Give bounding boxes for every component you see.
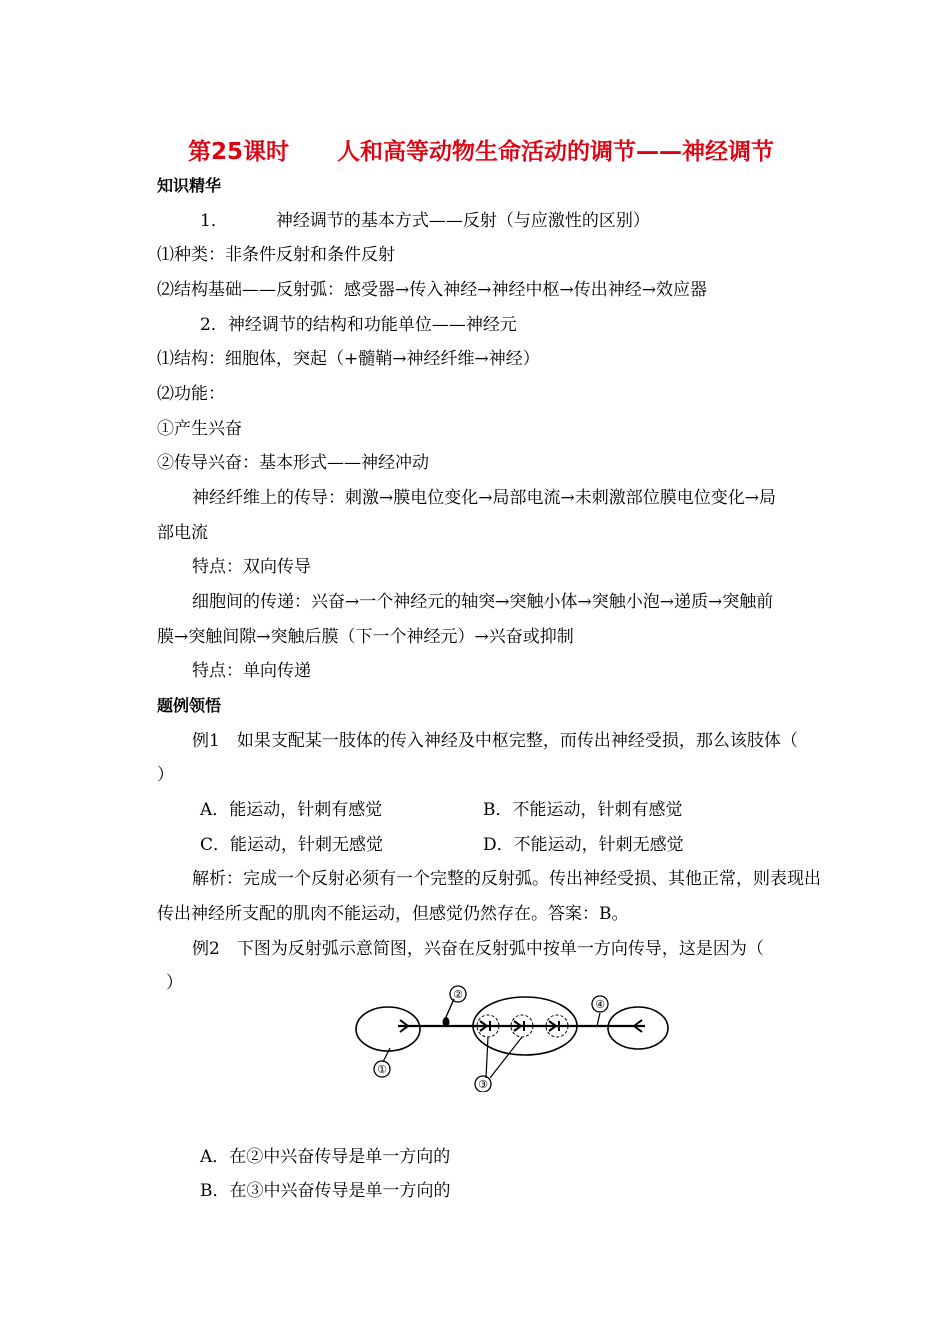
example-2-question-line-1: 例2 下图为反射弧示意简图，兴奋在反射弧中按单一方向传导，这是因为（ bbox=[192, 939, 764, 959]
item-text: 神经调节的基本方式——反射（与应激性的区别） bbox=[275, 211, 650, 231]
example-1-analysis-line-2: 传出神经所支配的肌肉不能运动，但感觉仍然存在。答案：B。 bbox=[157, 904, 629, 924]
knowledge-item-1-types: ⑴种类：非条件反射和条件反射 bbox=[157, 245, 395, 265]
cell-body bbox=[443, 1017, 450, 1027]
lesson-topic: 人和高等动物生命活动的调节——神经调节 bbox=[337, 139, 775, 165]
example-2-question-line-2: ） bbox=[166, 973, 183, 993]
label-2: ② bbox=[453, 988, 463, 1001]
cell-transmission-line-1: 细胞间的传递：兴奋→一个神经元的轴突→突触小体→突触小泡→递质→突触前 bbox=[192, 592, 774, 612]
knowledge-item-1-structure: ⑵结构基础——反射弧：感受器→传入神经→神经中枢→传出神经→效应器 bbox=[157, 280, 707, 300]
receptor-ellipse bbox=[356, 1007, 420, 1051]
label-3: ③ bbox=[478, 1078, 488, 1091]
item-number: 1． bbox=[200, 211, 228, 231]
example-1-option-b: B．不能运动，针刺有感觉 bbox=[483, 800, 683, 820]
function-conduct-excitation: ②传导兴奋：基本形式——神经冲动 bbox=[157, 453, 429, 473]
knowledge-item-2: 2．神经调节的结构和功能单位——神经元 bbox=[200, 315, 517, 335]
example-1-option-c: C．能运动，针刺无感觉 bbox=[200, 835, 384, 855]
fiber-conduction-feature: 特点：双向传导 bbox=[192, 557, 311, 577]
knowledge-item-2-structure: ⑴结构：细胞体，突起（+髓鞘→神经纤维→神经） bbox=[157, 349, 540, 369]
reflex-arc-diagram bbox=[350, 982, 670, 1092]
label-1: ① bbox=[377, 1063, 387, 1076]
function-generate-excitation: ①产生兴奋 bbox=[157, 419, 242, 439]
section-heading-knowledge: 知识精华 bbox=[157, 176, 222, 195]
knowledge-item-1 bbox=[200, 210, 650, 232]
section-heading-examples: 题例领悟 bbox=[157, 696, 222, 715]
page-title bbox=[188, 137, 774, 167]
example-1-option-a: A．能运动，针刺有感觉 bbox=[200, 800, 383, 820]
example-1-question-line-1: 例1 如果支配某一肢体的传入神经及中枢完整，而传出神经受损，那么该肢体（ bbox=[192, 731, 798, 751]
fiber-conduction-line-1: 神经纤维上的传导：刺激→膜电位变化→局部电流→未刺激部位膜电位变化→局 bbox=[192, 488, 776, 508]
example-2-option-a: A．在②中兴奋传导是单一方向的 bbox=[200, 1147, 451, 1167]
example-1-option-d: D．不能运动，针刺无感觉 bbox=[483, 835, 684, 855]
fiber-conduction-line-2: 部电流 bbox=[157, 523, 208, 543]
knowledge-item-2-function: ⑵功能： bbox=[157, 384, 225, 404]
example-1-analysis-line-1: 解析：完成一个反射必须有一个完整的反射弧。传出神经受损、其他正常，则表现出 bbox=[192, 869, 821, 889]
cell-transmission-line-2: 膜→突触间隙→突触后膜（下一个神经元）→兴奋或抑制 bbox=[157, 627, 574, 647]
cell-transmission-feature: 特点：单向传递 bbox=[192, 661, 311, 681]
example-1-question-line-2: ） bbox=[157, 765, 174, 785]
lesson-number: 第25课时 bbox=[188, 139, 290, 165]
label-4: ④ bbox=[595, 998, 605, 1011]
example-2-option-b: B．在③中兴奋传导是单一方向的 bbox=[200, 1181, 451, 1201]
